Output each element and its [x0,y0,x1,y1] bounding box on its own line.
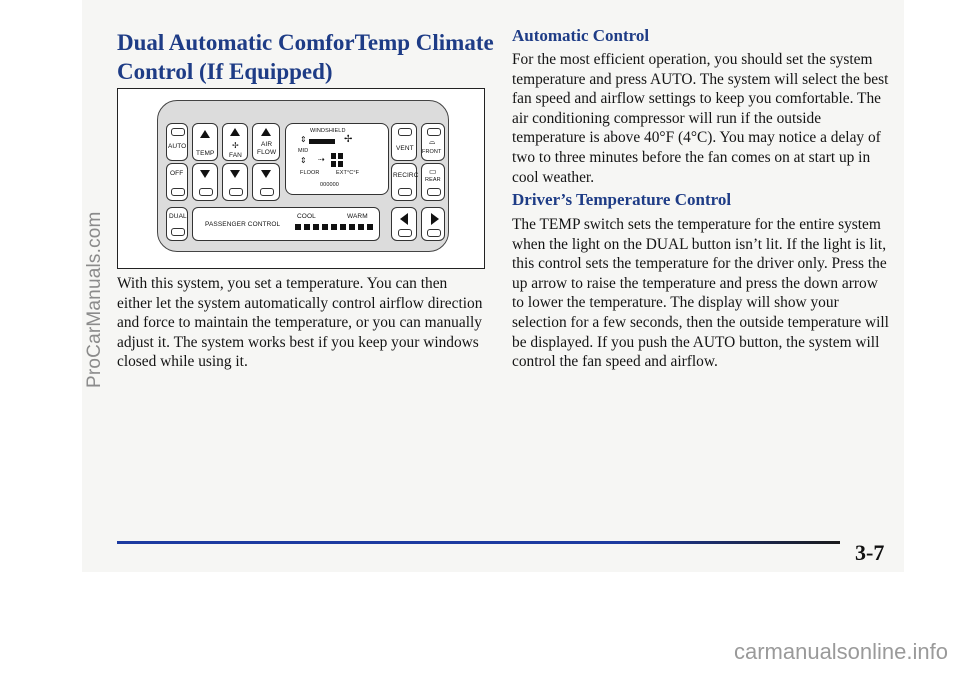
side-watermark: ProCarManuals.com [84,211,105,388]
dual-button[interactable] [166,207,188,241]
up-arrow-icon [230,128,240,136]
airflow-up-button[interactable] [252,123,280,161]
off-button[interactable] [166,163,188,201]
page-number: 3-7 [855,540,885,565]
temperature-bar-segments [295,224,373,230]
right-arrow-icon [431,213,439,225]
airflow-arrows-icon: ⇕ [300,135,307,144]
vent-button[interactable] [391,123,417,161]
code-label: 000000 [320,182,339,188]
flow-label: FLOW [257,149,277,156]
down-arrow-icon [200,170,210,178]
fan-down-button[interactable] [222,163,248,201]
rear-label: REAR [425,177,441,183]
dual-label: DUAL [169,213,187,220]
fan-icon: ✢ [232,141,239,150]
section-heading-automatic-control: Automatic Control [512,26,650,45]
warm-label: WARM [347,213,368,220]
auto-button[interactable] [166,123,188,161]
vent-label: VENT [396,145,414,152]
mid-label: MID [298,148,309,154]
digit-segment [331,161,336,167]
front-defrost-button[interactable] [421,123,445,161]
control-panel [157,100,449,252]
ext-label: EXT°C°F [336,170,360,176]
page-title: Dual Automatic ComforTemp Climate Control (If Equipped) [117,30,494,84]
up-arrow-icon [200,130,210,138]
recirc-label: RECIRC [393,172,419,179]
air-label: AIR [261,141,273,148]
fan-icon: ✢ [344,134,353,145]
passenger-control-strip [192,207,380,241]
fan-up-button[interactable] [222,123,248,161]
recirc-button[interactable] [391,163,417,201]
rear-defrost-button[interactable] [421,163,445,201]
airflow-down-button[interactable] [252,163,280,201]
climate-control-figure [117,88,485,269]
temp-down-button[interactable] [192,163,218,201]
down-arrow-icon [261,170,271,178]
intro-paragraph: With this system, you set a temperature. You can then either let the system automatically control airflow direction and force to maintain the temperature, or you can manually adjust it. The system works best if you keep your windows closed while using it. [117,275,483,371]
front-label: FRONT [422,149,442,155]
bottom-watermark: carmanualsonline.info [733,639,948,664]
temp-up-button[interactable] [192,123,218,161]
passenger-control-label: PASSENGER CONTROL [205,221,281,228]
cool-label: COOL [297,213,316,220]
rear-defrost-icon: ▭ [429,167,437,176]
climate-display [285,123,389,195]
passenger-temp-up-button[interactable] [421,207,445,241]
left-arrow-icon [400,213,408,225]
vent-flow-icon: ⇢ [318,155,325,164]
digit-segment [338,153,343,159]
auto-label: AUTO [168,143,187,150]
footer-rule [117,541,840,544]
section-body-automatic-control: For the most efficient operation, you should set the system temperature and press AUTO. The system will select the best fan speed and airflow settings to keep you comfortable. The air conditioning compressor will run if the outside temperature is above 40°F (4°C). You may notice a delay of two to three minutes before the fan comes on at start up in cool weather. [512,51,889,186]
section-body-drivers-temperature-control: The TEMP switch sets the temperature for the entire system when the light on the DUAL button isn’t lit. If the light is lit, this control sets the temperature for the driver only. Press the up arrow to raise the temperature and press the down arrow to lower the temperature. The display will show your selection for a few seconds, then the outside temperature will be displayed. If you push the AUTO button, the system will control the fan speed and airflow. [512,216,889,371]
airflow-arrows-icon: ⇕ [300,156,307,165]
off-label: OFF [170,170,184,177]
section-heading-drivers-temperature-control: Driver’s Temperature Control [512,190,732,209]
digit-segment [338,161,343,167]
temp-label: TEMP [196,150,215,157]
windshield-label: WINDSHIELD [310,128,346,134]
fan-bar-segment [309,139,335,144]
passenger-temp-down-button[interactable] [391,207,417,241]
down-arrow-icon [230,170,240,178]
floor-label: FLOOR [300,170,320,176]
digit-segment [331,153,336,159]
up-arrow-icon [261,128,271,136]
front-defrost-icon: ⌓ [429,137,436,146]
fan-label: FAN [229,152,242,159]
